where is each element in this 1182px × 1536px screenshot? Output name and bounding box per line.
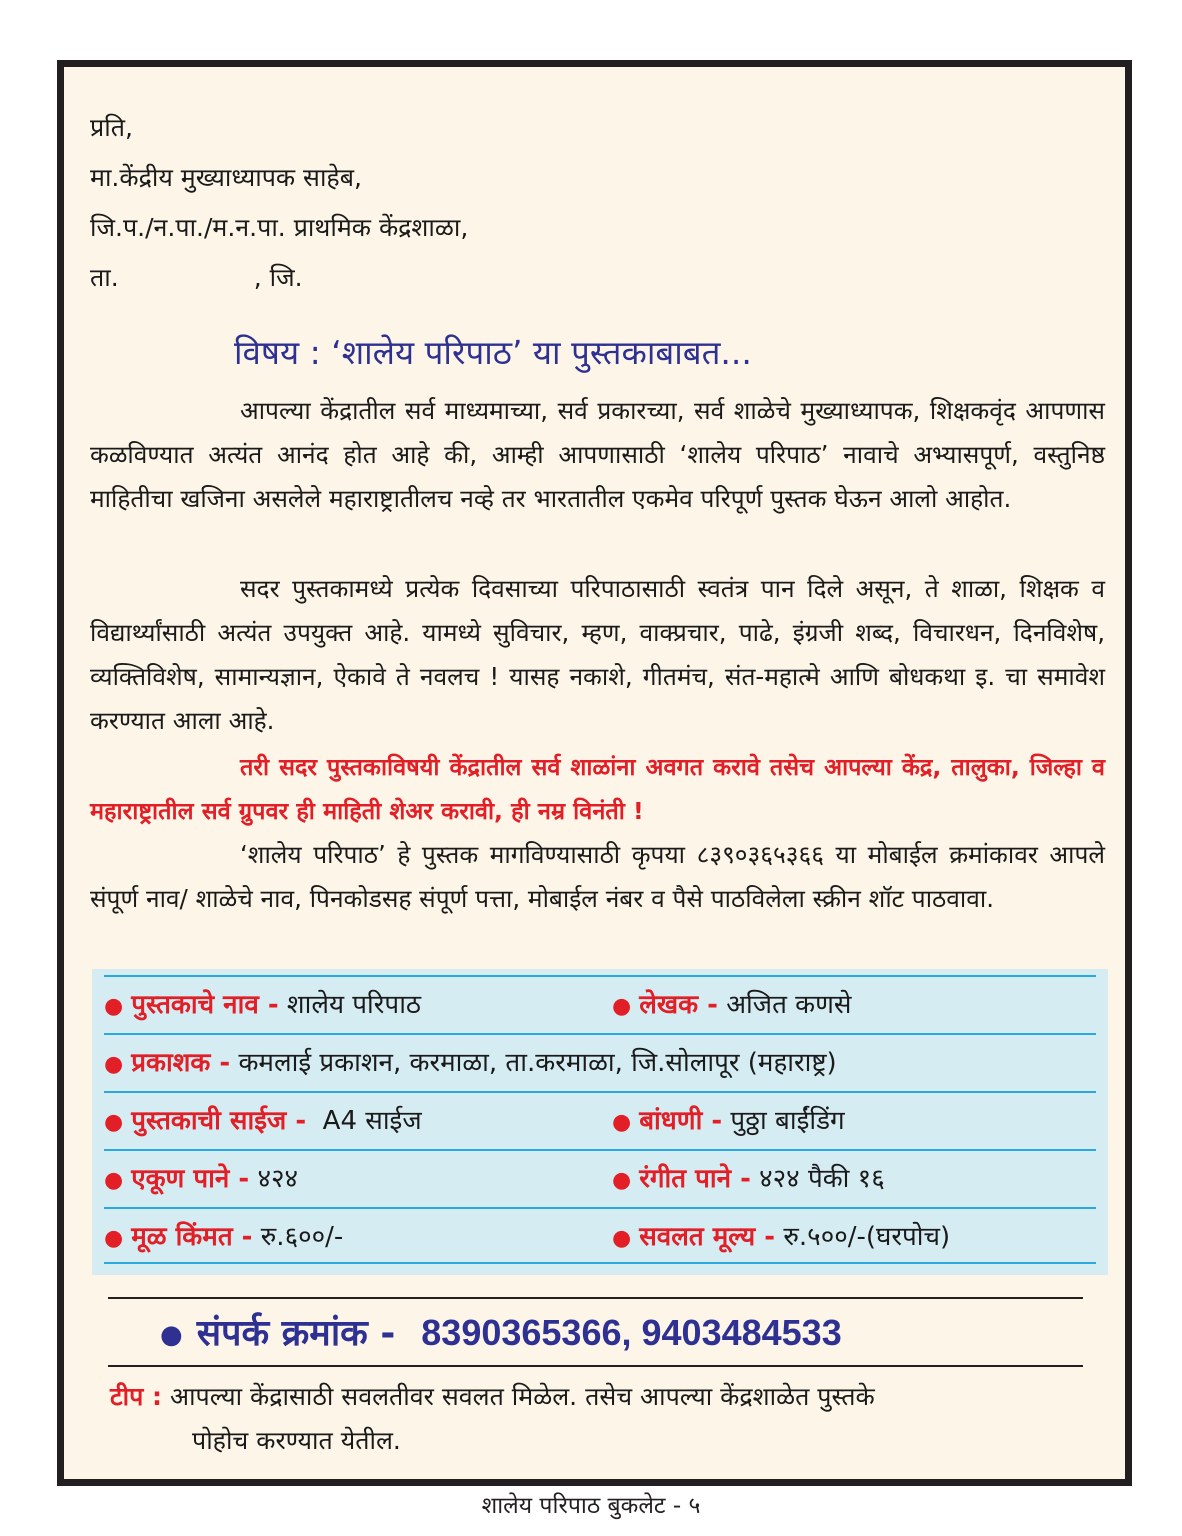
info-value: रु.६००/- bbox=[260, 1222, 344, 1252]
info-value: ४२४ पैकी १६ bbox=[759, 1164, 885, 1194]
info-row bbox=[104, 1149, 1096, 1206]
info-label: रंगीत पाने - bbox=[639, 1164, 751, 1194]
book-info-table bbox=[92, 969, 1108, 1275]
info-cell bbox=[104, 977, 421, 1035]
address-line: जि.प./न.पा./म.न.पा. प्राथमिक केंद्रशाळा, bbox=[90, 213, 469, 242]
info-cell bbox=[104, 1209, 343, 1267]
info-label: पुस्तकाची साईज - bbox=[131, 1106, 307, 1136]
paragraph-text: ‘शालेय परिपाठ’ हे पुस्तक मागविण्यासाठी कृपया ८३९०३६५३६६ या मोबाईल क्रमांकावर आपले संपूर्ण नाव/ शाळेचे नाव, पिनकोडसह संपूर्ण पत्ता, मोबाईल नंबर व पैसे पाठविलेला स्क्रीन शॉट पाठवावा. bbox=[90, 840, 1105, 913]
paragraph-text: तरी सदर पुस्तकाविषयी केंद्रातील सर्व शाळांना अवगत करावे तसेच आपल्या केंद्र, तालुका, जिल्हा व महाराष्ट्रातील सर्व ग्रुपवर ही माहिती शेअर करावी, ही नम्र विनंती ! bbox=[90, 753, 1105, 825]
bullet-icon: ● bbox=[104, 1226, 124, 1251]
contact-numbers: 8390365366, 9403484533 bbox=[421, 1312, 842, 1353]
bullet-icon: ● bbox=[104, 1110, 124, 1135]
bullet-icon: ● bbox=[104, 994, 124, 1019]
info-row bbox=[104, 1033, 1096, 1090]
info-value: कमलाई प्रकाशन, करमाळा, ता.करमाळा, जि.सोलापूर (महाराष्ट्र) bbox=[238, 1048, 837, 1078]
address-line: प्रति, bbox=[90, 113, 133, 142]
info-value: रु.५००/-(घरपोच) bbox=[783, 1222, 951, 1252]
info-label: प्रकाशक - bbox=[131, 1048, 231, 1078]
bullet-icon: ● bbox=[104, 1052, 124, 1077]
divider bbox=[108, 1365, 1083, 1367]
bullet-icon: ● bbox=[104, 1168, 124, 1193]
info-value: ४२४ bbox=[257, 1164, 299, 1194]
info-row bbox=[104, 1091, 1096, 1148]
note-text: पोहोच करण्यात येतील. bbox=[192, 1426, 401, 1455]
address-line: मा.केंद्रीय मुख्याध्यापक साहेब, bbox=[90, 163, 362, 192]
info-value: शालेय परिपाठ bbox=[286, 990, 422, 1020]
paragraph-text: सदर पुस्तकामध्ये प्रत्येक दिवसाच्या परिपाठासाठी स्वतंत्र पान दिले असून, ते शाळा, शिक्षक व विद्यार्थ्यांसाठी अत्यंत उपयुक्त आहे. यामध्ये सुविचार, म्हण, वाक्प्रचार, पाढे, इंग्रजी शब्द, विचारधन, दिनविशेष, व्यक्तिविशेष, सामान्यज्ञान, ऐकावे ते नवलच ! यासह नकाशे, गीतमंच, संत-महात्मे आणि बोधकथा इ. चा समावेश करण्यात आला आहे. bbox=[90, 574, 1105, 735]
address-line: ता. , जि. bbox=[90, 263, 303, 292]
info-label: सवलत मूल्य - bbox=[639, 1222, 776, 1252]
note-text: आपल्या केंद्रासाठी सवलतीवर सवलत मिळेल. तसेच आपल्या केंद्रशाळेत पुस्तके bbox=[169, 1382, 875, 1411]
info-cell bbox=[612, 1209, 950, 1267]
paragraph-intro bbox=[90, 389, 1105, 521]
bullet-icon: ● bbox=[612, 1226, 632, 1251]
bullet-icon: ● bbox=[612, 1168, 632, 1193]
info-label: मूळ किंमत - bbox=[131, 1222, 253, 1252]
note-label: टीप : bbox=[110, 1382, 162, 1411]
page-footer: शालेय परिपाठ बुकलेट - ५ bbox=[481, 1493, 701, 1519]
info-cell bbox=[104, 1093, 422, 1151]
info-value: पुठ्ठा बाईंडिंग bbox=[730, 1106, 845, 1136]
info-label: पुस्तकाचे नाव - bbox=[131, 990, 279, 1020]
info-cell bbox=[612, 1151, 885, 1209]
paragraph-contents bbox=[90, 567, 1105, 743]
info-row bbox=[104, 1207, 1096, 1264]
divider bbox=[108, 1297, 1083, 1299]
bullet-icon: ● bbox=[612, 1110, 632, 1135]
paragraph-text: आपल्या केंद्रातील सर्व माध्यमाच्या, सर्व प्रकारच्या, सर्व शाळेचे मुख्याध्यापक, शिक्षकवृंद आपणास कळविण्यात अत्यंत आनंद होत आहे की, आम्ही आपणासाठी ‘शालेय परिपाठ’ नावाचे अभ्यासपूर्ण, वस्तुनिष्ठ माहितीचा खजिना असलेले महाराष्ट्रातीलच नव्हे तर भारतातील एकमेव परिपूर्ण पुस्तक घेऊन आलो आहोत. bbox=[90, 396, 1105, 513]
info-label: लेखक - bbox=[639, 990, 718, 1020]
subject-heading: विषय : ‘शालेय परिपाठ’ या पुस्तकाबाबत... bbox=[234, 333, 752, 372]
info-row bbox=[104, 975, 1096, 1032]
address-block bbox=[90, 103, 468, 303]
page-frame bbox=[57, 60, 1132, 1486]
contact-line bbox=[160, 1307, 842, 1356]
info-cell bbox=[612, 1093, 845, 1151]
info-label: एकूण पाने - bbox=[131, 1164, 250, 1194]
info-cell bbox=[104, 1035, 837, 1093]
paragraph-request bbox=[90, 745, 1105, 833]
bullet-icon: ● bbox=[612, 994, 632, 1019]
info-value: A4 साईज bbox=[322, 1106, 422, 1136]
info-cell bbox=[612, 977, 852, 1035]
bullet-icon: ● bbox=[160, 1320, 183, 1350]
info-label: बांधणी - bbox=[639, 1106, 723, 1136]
info-value: अजित कणसे bbox=[726, 990, 852, 1020]
paragraph-order bbox=[90, 833, 1105, 921]
info-cell bbox=[104, 1151, 298, 1209]
contact-label: संपर्क क्रमांक - bbox=[196, 1313, 396, 1354]
note-block bbox=[110, 1375, 1090, 1463]
